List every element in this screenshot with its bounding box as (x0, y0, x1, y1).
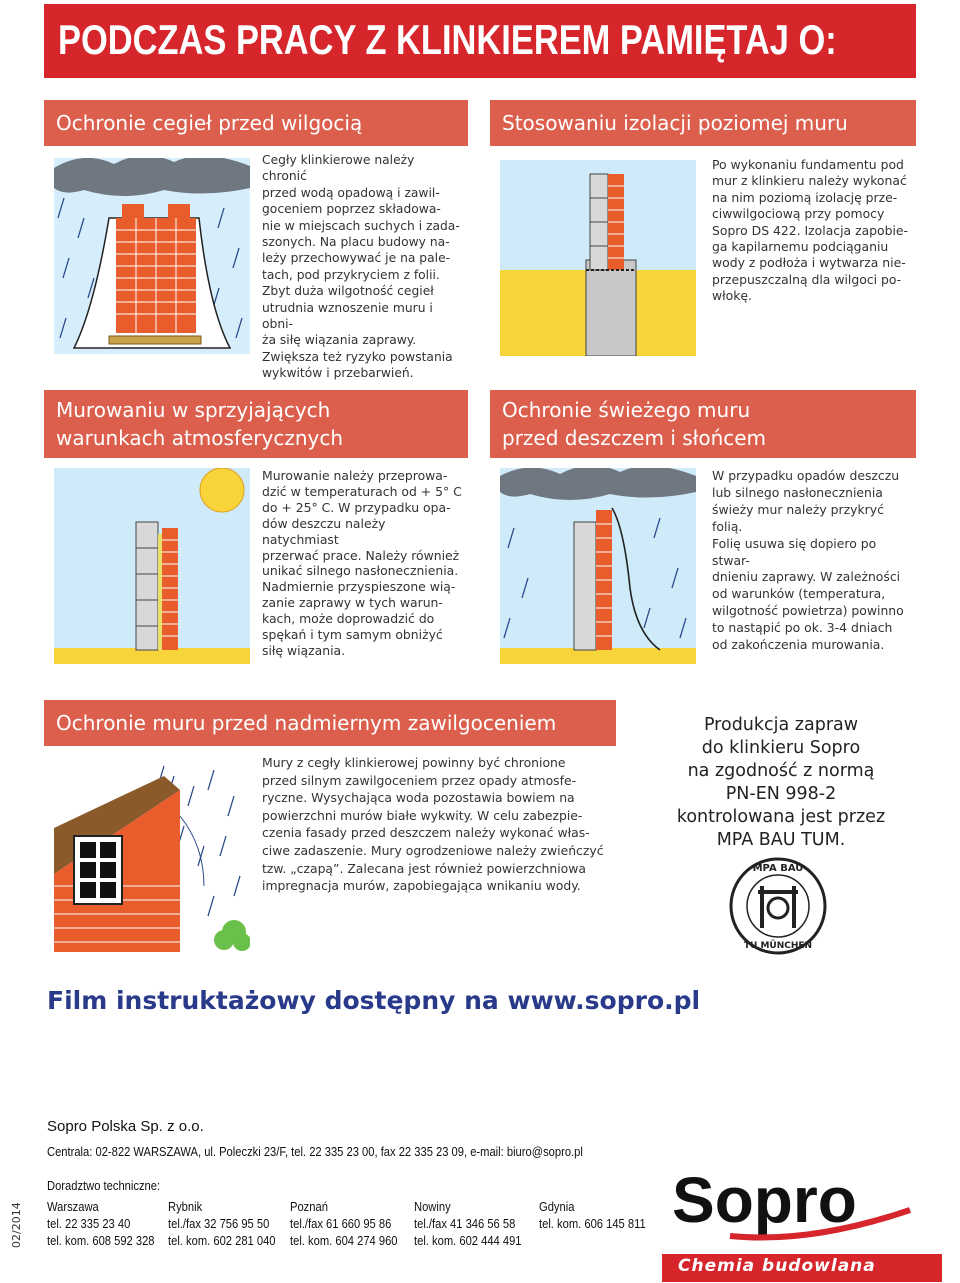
text-line: od warunków (temperatura, (712, 586, 886, 602)
section-title-line-1: Murowaniu w sprzyjających (56, 398, 331, 422)
section-text-weather (262, 468, 462, 659)
text-line: przed wodą opadową i zawil- (262, 185, 440, 200)
sun (200, 468, 244, 512)
text-line: zanie zaprawy w tych warun- (262, 595, 443, 611)
illustration-wall-sun (54, 468, 250, 664)
text-line: wilgotność powietrza) powinno (712, 603, 904, 619)
text-line: wody z podłoża i wytwarza nie- (712, 255, 906, 271)
text-line: utrudnia wznoszenie muru i obni- (262, 300, 433, 332)
section-text-moisture (262, 152, 462, 382)
sopro-logo (670, 1160, 940, 1246)
text-line: Zwiększa też ryzyko powstania (262, 349, 453, 364)
section-header-fresh-wall (490, 390, 916, 458)
section-text-insulation (712, 157, 912, 305)
text-line: powierzchni murów białe wykwity. W celu zabezpie- (262, 807, 583, 823)
section-header-weather (44, 390, 468, 458)
text-line: dnieniu zaprawy. W zależności (712, 569, 901, 585)
advisory-label: Doradztwo techniczne: (47, 1178, 161, 1193)
text-line: to nastąpić po ok. 3-4 dniach (712, 620, 893, 636)
office-poznan (290, 1198, 398, 1249)
text-line: szonych. Na placu budowy na- (262, 235, 450, 250)
text-line: włokę. (712, 288, 752, 304)
office-mobile: tel. kom. 604 274 960 (290, 1233, 398, 1248)
text-line: ga kapilarnemu podciąganiu (712, 239, 889, 255)
brick-stack (116, 204, 196, 333)
text-line: lub silnego nasłonecznienia (712, 484, 883, 500)
office-city: Gdynia (539, 1199, 575, 1214)
section-title-line-2: przed deszczem i słońcem (502, 426, 767, 450)
office-city: Poznań (290, 1199, 328, 1214)
text-line: Cegły klinkierowe należy chronić (262, 153, 415, 184)
text-line: przepuszczalną dla wilgoci po- (712, 271, 902, 287)
logo-text: Sopro (672, 1164, 857, 1236)
text-line: Po wykonaniu fundamentu pod (712, 157, 904, 172)
illustration-brick-pallet (54, 158, 250, 354)
page-title: PODCZAS PRACY Z KLINKIEREM PAMIĘTAJ O: (58, 16, 837, 63)
section-title-line-2: warunkach atmosferycznych (56, 426, 344, 450)
film-link[interactable]: Film instruktażowy dostępny na www.sopro.pl (47, 986, 701, 1015)
office-mobile: tel. kom. 608 592 328 (47, 1233, 155, 1248)
text-line: MPA BAU TUM. (716, 830, 846, 850)
office-city: Nowiny (414, 1199, 451, 1214)
section-title: Ochronie muru przed nadmiernym zawilgoceniem (56, 711, 557, 735)
text-line: nie w miejscach suchych i zada- (262, 218, 460, 233)
text-line: siłę wiązania. (262, 642, 346, 658)
text-line: leży przechowywać je na pale- (262, 251, 451, 266)
top-banner (44, 4, 916, 78)
text-line: impregnacja murów, zapobiegająca wnikaniu wody. (262, 878, 581, 894)
illustration-fresh-wall-cover (500, 468, 696, 664)
text-line: Nadmiernie przyspieszone wią- (262, 579, 456, 595)
office-mobile: tel. kom. 602 444 491 (414, 1233, 522, 1248)
text-line: Folię usuwa się dopiero po stwar- (712, 535, 877, 568)
text-line: od zakończenia murowania. (712, 637, 885, 653)
text-line: goceniem poprzez składowa- (262, 202, 441, 217)
text-line: do + 25° C. W przypadku opa- (262, 499, 451, 515)
wall-column (590, 174, 624, 270)
text-line: Sopro DS 422. Izolacja zapobie- (712, 222, 909, 238)
text-line: na nim poziomą izolację prze- (712, 189, 898, 205)
text-line: czenia fasady przed deszczem należy wykonać włas- (262, 825, 590, 841)
section-title-line-1: Ochronie świeżego muru (502, 398, 751, 422)
text-line: PN-EN 998-2 (725, 784, 837, 804)
section-title: Ochronie cegieł przed wilgocią (56, 111, 363, 135)
text-line: tzw. „czapą”. Zalecana jest również powierzchniowa (262, 860, 586, 876)
text-line: kach, może doprowadzić do (262, 611, 435, 627)
tagline: Chemia budowlana (678, 1256, 876, 1276)
text-line: unikać silnego nasłonecznienia. (262, 563, 459, 579)
certification-text (676, 714, 886, 852)
section-header-moisture (44, 100, 468, 146)
office-rybnik (168, 1198, 276, 1249)
text-line: dzić w temperaturach od + 5° C (262, 483, 462, 499)
illustration-foundation-insulation (500, 160, 696, 356)
text-line: W przypadku opadów deszczu (712, 468, 900, 483)
stamp-bottom-text: TU MÜNCHEN (743, 941, 813, 951)
office-city: Warszawa (47, 1199, 99, 1214)
central-address: Centrala: 02-822 WARSZAWA, ul. Poleczki 23/F, tel. 22 335 23 00, fax 22 335 23 09, e-mail: biuro@sopro.pl (47, 1144, 583, 1159)
office-warszawa (47, 1198, 155, 1249)
text-line: do klinkieru Sopro (701, 738, 861, 758)
section-title: Stosowaniu izolacji poziomej muru (502, 111, 848, 135)
section-text-fresh-wall (712, 468, 912, 654)
text-line: ryczne. Wysychająca woda pozostawia bowiem na (262, 790, 575, 806)
office-city: Rybnik (168, 1199, 203, 1214)
section-header-insulation (490, 100, 916, 146)
text-line: ża siłę wiązania zaprawy. (262, 333, 417, 348)
company-name: Sopro Polska Sp. z o.o. (47, 1118, 204, 1135)
text-line: przerwać prace. Należy również (262, 547, 460, 563)
office-tel: tel. kom. 606 145 811 (539, 1216, 646, 1231)
text-line: Murowanie należy przeprowa- (262, 468, 448, 483)
text-line: ciwe zadaszenie. Mury ogrodzeniowe należy zwieńczyć (262, 842, 604, 858)
text-line: Produkcja zapraw (703, 715, 859, 735)
text-line: przed silnym zawilgoceniem przez opady atmosfe- (262, 772, 577, 788)
office-tel: tel. 22 335 23 40 (47, 1216, 131, 1231)
text-line: ciwwilgociową przy pomocy (712, 206, 885, 222)
text-line: mur z klinkieru należy wykonać (712, 173, 907, 189)
office-tel: tel./fax 61 660 95 86 (290, 1216, 392, 1231)
office-mobile: tel. kom. 602 281 040 (168, 1233, 276, 1248)
text-line: spękań i tym samym obniżyć (262, 627, 443, 643)
text-line: na zgodność z normą (687, 761, 875, 781)
illustration-house-roof (54, 756, 250, 952)
tagline-bar (662, 1254, 942, 1282)
office-nowiny (414, 1198, 522, 1249)
section-text-dampness (262, 754, 622, 895)
text-line: tach, pod przykryciem z folii. (262, 267, 440, 282)
text-line: dów deszczu należy natychmiast (262, 515, 386, 547)
office-gdynia (539, 1198, 646, 1232)
text-line: Mury z cegły klinkierowej powinny być chronione (262, 755, 566, 770)
office-tel: tel./fax 32 756 95 50 (168, 1216, 270, 1231)
section-header-dampness (44, 700, 616, 746)
text-line: kontrolowana jest przez (676, 807, 886, 827)
text-line: Zbyt duża wilgotność cegieł (262, 284, 434, 299)
stamp-top-text: MPA BAU (752, 863, 804, 874)
document-date: 02/2014 (10, 1202, 23, 1248)
text-line: świeży mur należy przykryć folią. (712, 501, 884, 534)
office-tel: tel./fax 41 346 56 58 (414, 1216, 516, 1231)
text-line: wykwitów i przebarwień. (262, 366, 414, 381)
mpa-bau-stamp (728, 856, 828, 956)
